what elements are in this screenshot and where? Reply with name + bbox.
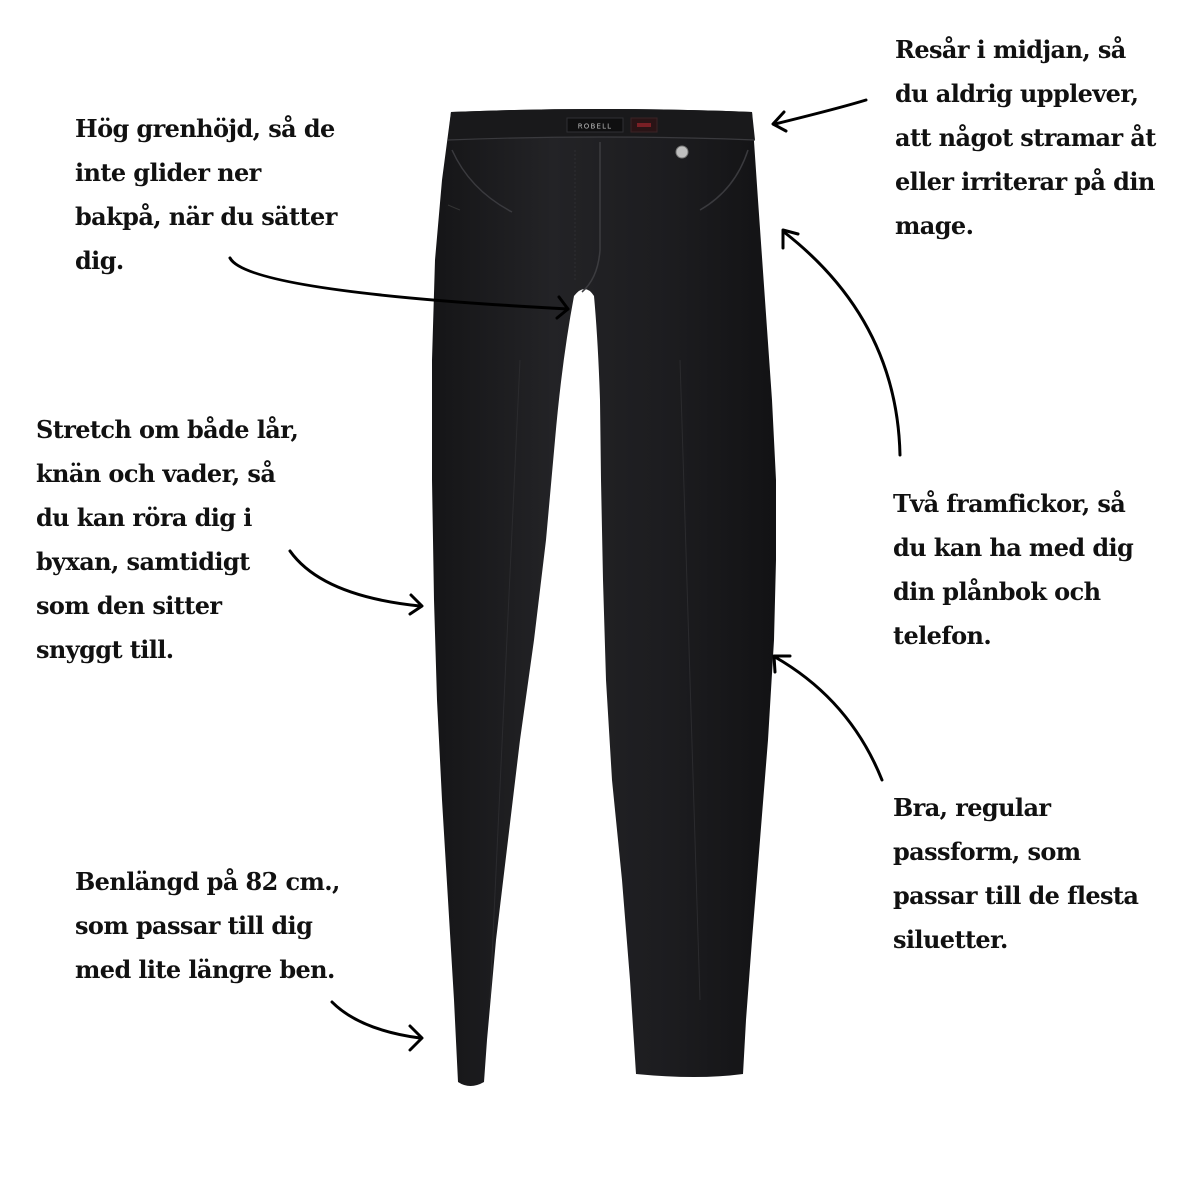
callout-line: du aldrig upplever,	[895, 79, 1139, 108]
callout-inseam	[75, 860, 340, 992]
callout-line: knän och vader, så	[36, 459, 276, 488]
callout-line: dig.	[75, 246, 124, 275]
callout-line: snyggt till.	[36, 635, 174, 664]
callout-line: din plånbok och	[893, 577, 1101, 606]
callout-line: att något stramar åt	[895, 123, 1156, 152]
callout-line: Två framfickor, så	[893, 489, 1126, 518]
callout-line: Resår i midjan, så	[895, 35, 1126, 64]
callout-line: passar till de flesta	[893, 881, 1139, 910]
arrow-waistband	[773, 100, 866, 131]
callout-high-rise	[75, 107, 337, 283]
callout-line: inte glider ner	[75, 158, 261, 187]
callout-line: som den sitter	[36, 591, 222, 620]
callout-stretch	[36, 408, 298, 672]
callout-line: du kan ha med dig	[893, 533, 1134, 562]
callout-line: Bra, regular	[893, 793, 1051, 822]
callout-line: byxan, samtidigt	[36, 547, 250, 576]
callout-line: eller irriterar på din	[895, 167, 1155, 196]
callout-line: passform, som	[893, 837, 1081, 866]
callout-line: mage.	[895, 211, 974, 240]
callout-line: Hög grenhöjd, så de	[75, 114, 335, 143]
callout-line: du kan röra dig i	[36, 503, 252, 532]
arrow-fit	[774, 656, 882, 780]
callout-fit	[893, 786, 1138, 962]
callout-line: Stretch om både lår,	[36, 415, 299, 444]
arrow-pockets	[783, 230, 900, 455]
callout-line: med lite längre ben.	[75, 955, 335, 984]
waist-button	[676, 146, 688, 158]
arrow-inseam	[332, 1002, 422, 1050]
callout-line: telefon.	[893, 621, 992, 650]
callout-waistband	[895, 28, 1156, 248]
arrow-stretch	[290, 551, 422, 614]
callout-line: Benlängd på 82 cm.,	[75, 867, 340, 896]
callout-line: bakpå, när du sätter	[75, 202, 337, 231]
brand-label-text: ROBELL	[577, 122, 613, 131]
pants-body	[432, 109, 776, 1086]
callout-line: siluetter.	[893, 925, 1008, 954]
callout-pockets	[893, 482, 1133, 658]
callout-line: som passar till dig	[75, 911, 313, 940]
